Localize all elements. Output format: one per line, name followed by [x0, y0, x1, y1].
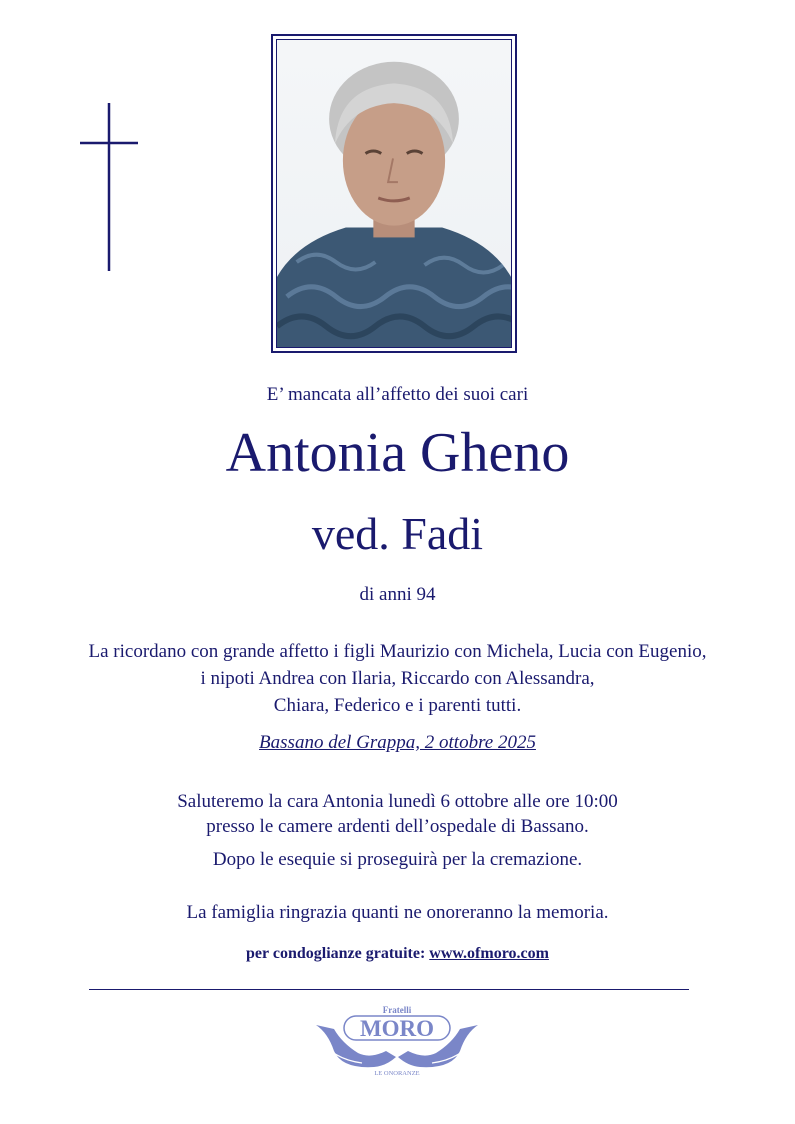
- widow-of-name: ved. Fadi: [311, 508, 484, 559]
- cremation-text: Dopo le esequie si proseguirà per la cremazione.: [212, 849, 583, 870]
- condolence-line: [0, 945, 795, 963]
- family-line: i nipoti Andrea con Ilaria, Riccardo con Alessandra,: [200, 668, 595, 689]
- logo-bottom-text: LE ONORANZE: [374, 1070, 420, 1077]
- logo-top-text: Fratelli: [382, 1005, 412, 1015]
- moro-logo: [312, 1003, 482, 1083]
- service-line: Saluteremo la cara Antonia lunedì 6 ottobre alle ore 10:00: [177, 791, 618, 812]
- deceased-name: Antonia Gheno: [225, 422, 570, 484]
- thanks-text: La famiglia ringrazia quanti ne onoreranno la memoria.: [186, 902, 609, 923]
- intro-text: E’ mancata all’affetto dei suoi cari: [266, 384, 529, 405]
- portrait-frame: [271, 34, 517, 353]
- service-line: presso le camere ardenti dell’ospedale di Bassano.: [206, 816, 589, 837]
- family-line: Chiara, Federico e i parenti tutti.: [273, 695, 522, 716]
- family-line: La ricordano con grande affetto i figli Maurizio con Michela, Lucia con Eugenio,: [88, 641, 707, 662]
- family-paragraph: [0, 638, 795, 719]
- condolence-link[interactable]: www.ofmoro.com: [429, 945, 549, 962]
- age-text: di anni 94: [359, 584, 436, 605]
- cross-icon: [80, 103, 138, 271]
- service-paragraph: [0, 789, 795, 839]
- portrait-photo: [276, 39, 512, 348]
- divider: [89, 989, 689, 990]
- condolence-label: per condoglianze gratuite:: [246, 945, 426, 962]
- logo-main-text: MORO: [359, 1016, 435, 1041]
- place-date: Bassano del Grappa, 2 ottobre 2025: [259, 732, 536, 753]
